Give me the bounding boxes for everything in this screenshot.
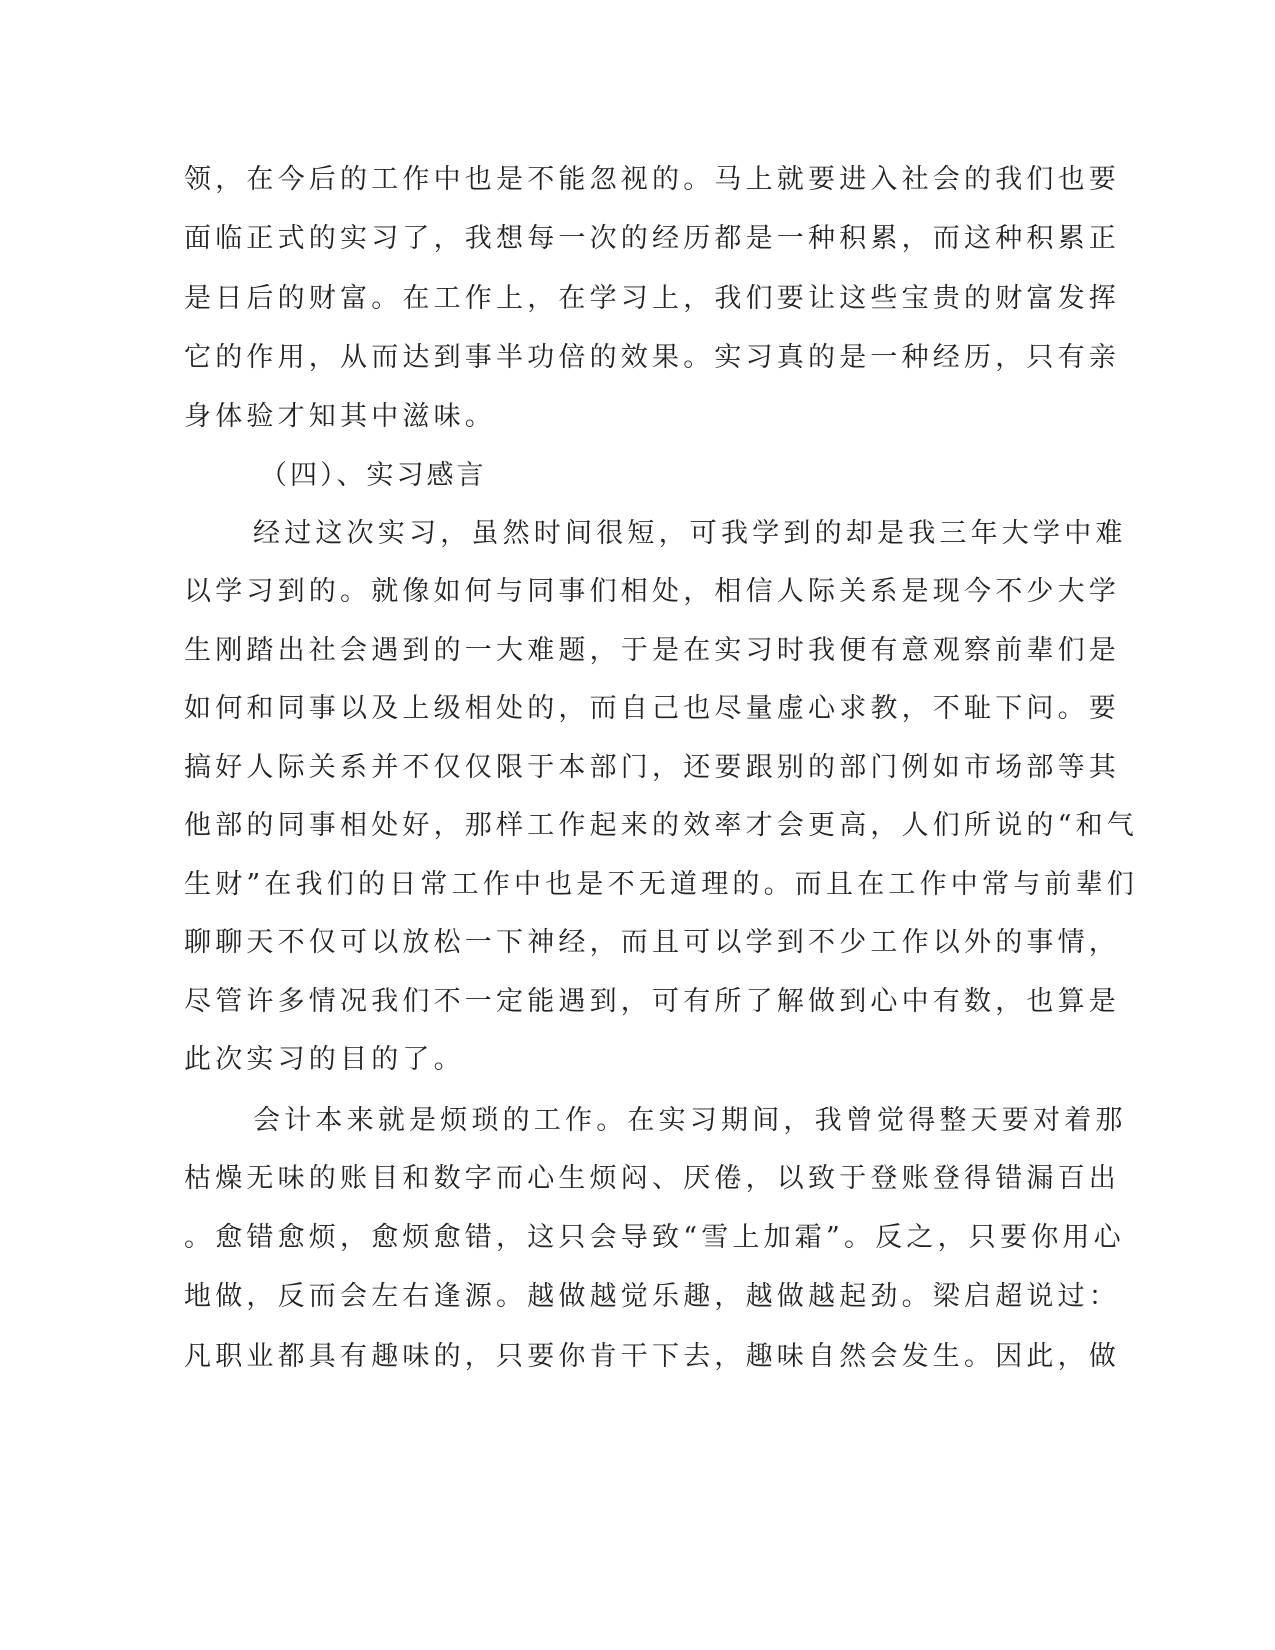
paragraph-line: 如何和同事以及上级相处的，而自己也尽量虚心求教，不耻下问。要 xyxy=(184,693,1120,724)
paragraph-line: 地做，反而会左右逢源。越做越觉乐趣，越做越起劲。梁启超说过： xyxy=(184,1281,1120,1312)
paragraph-line: 此次实习的目的了。 xyxy=(184,1044,465,1075)
paragraph-line: 面临正式的实习了，我想每一次的经历都是一种积累，而这种积累正 xyxy=(184,223,1120,254)
paragraph-line: 生财”在我们的日常工作中也是不无道理的。而且在工作中常与前辈们 xyxy=(184,869,1139,900)
paragraph-line: 凡职业都具有趣味的，只要你肯干下去，趣味自然会发生。因此，做 xyxy=(184,1341,1120,1372)
paragraph-line: 会计本来就是烦琐的工作。在实习期间，我曾觉得整天要对着那 xyxy=(253,1105,1127,1136)
paragraph-line: 身体验才知其中滋味。 xyxy=(184,401,496,432)
paragraph-line: 领，在今后的工作中也是不能忽视的。马上就要进入社会的我们也要 xyxy=(184,164,1120,195)
paragraph-line: 尽管许多情况我们不一定能遇到，可有所了解做到心中有数，也算是 xyxy=(184,986,1120,1017)
paragraph-line: 。愈错愈烦，愈烦愈错，这只会导致“雪上加霜”。反之，只要你用心 xyxy=(184,1222,1125,1253)
paragraph-line: 他部的同事相处好，那样工作起来的效率才会更高，人们所说的“和气 xyxy=(184,810,1139,841)
paragraph-line: 搞好人际关系并不仅仅限于本部门，还要跟别的部门例如市场部等其 xyxy=(184,752,1120,783)
section-heading: （四）、实习感言 xyxy=(260,460,487,491)
paragraph-line: 聊聊天不仅可以放松一下神经，而且可以学到不少工作以外的事情， xyxy=(184,927,1120,958)
paragraph-line: 它的作用，从而达到事半功倍的效果。实习真的是一种经历，只有亲 xyxy=(184,342,1120,373)
paragraph-line: 以学习到的。就像如何与同事们相处，相信人际关系是现今不少大学 xyxy=(184,576,1120,607)
paragraph-line: 是日后的财富。在工作上，在学习上，我们要让这些宝贵的财富发挥 xyxy=(184,283,1120,314)
paragraph-line: 枯燥无味的账目和数字而心生烦闷、厌倦，以致于登账登得错漏百出 xyxy=(184,1163,1120,1194)
paragraph-line: 经过这次实习，虽然时间很短，可我学到的却是我三年大学中难 xyxy=(253,518,1127,549)
paragraph-line: 生刚踏出社会遇到的一大难题，于是在实习时我便有意观察前辈们是 xyxy=(184,635,1120,666)
